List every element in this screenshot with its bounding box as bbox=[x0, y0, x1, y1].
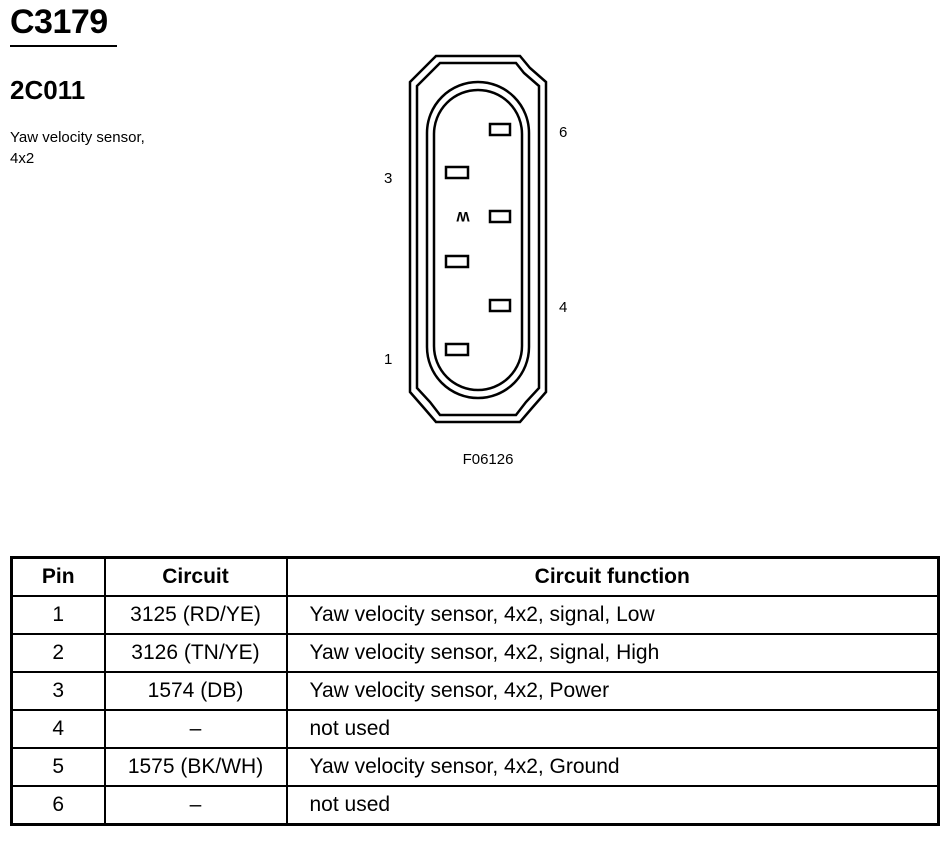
table-row bbox=[12, 634, 939, 672]
connector-key-mark: W bbox=[456, 209, 470, 225]
pin-cavity-2 bbox=[446, 256, 468, 267]
table-row bbox=[12, 748, 939, 786]
pin-cavity-5 bbox=[490, 211, 510, 222]
table-row bbox=[12, 786, 939, 825]
cell-function: Yaw velocity sensor, 4x2, signal, Low bbox=[287, 596, 939, 634]
table-row bbox=[12, 672, 939, 710]
figure-code: F06126 bbox=[462, 451, 514, 468]
connector-inner-housing bbox=[417, 63, 539, 415]
cell-pin: 3 bbox=[12, 672, 105, 710]
cell-circuit: – bbox=[105, 786, 287, 825]
cell-pin: 2 bbox=[12, 634, 105, 672]
part-number: 2C011 bbox=[10, 75, 86, 105]
pin-cavity-3 bbox=[446, 167, 468, 178]
description-line-2: 4x2 bbox=[10, 150, 35, 167]
header-pin: Pin bbox=[12, 558, 105, 597]
cell-pin: 5 bbox=[12, 748, 105, 786]
cell-function: Yaw velocity sensor, 4x2, Power bbox=[287, 672, 939, 710]
pin-label-3: 3 bbox=[384, 170, 393, 187]
table-row bbox=[12, 596, 939, 634]
cell-function: not used bbox=[287, 786, 939, 825]
pin-table bbox=[10, 556, 940, 826]
cell-function: Yaw velocity sensor, 4x2, Ground bbox=[287, 748, 939, 786]
cell-circuit: 3125 (RD/YE) bbox=[105, 596, 287, 634]
cell-pin: 1 bbox=[12, 596, 105, 634]
pin-cavity-1 bbox=[446, 344, 468, 355]
header-circuit-function: Circuit function bbox=[287, 558, 939, 597]
header-circuit: Circuit bbox=[105, 558, 287, 597]
cell-circuit: 3126 (TN/YE) bbox=[105, 634, 287, 672]
table-header-row bbox=[12, 558, 939, 597]
pin-label-6: 6 bbox=[559, 124, 568, 141]
pin-cavity-6 bbox=[490, 124, 510, 135]
cell-circuit: – bbox=[105, 710, 287, 748]
table-row bbox=[12, 710, 939, 748]
cell-function: Yaw velocity sensor, 4x2, signal, High bbox=[287, 634, 939, 672]
pin-cavity-4 bbox=[490, 300, 510, 311]
cell-circuit: 1575 (BK/WH) bbox=[105, 748, 287, 786]
cell-pin: 4 bbox=[12, 710, 105, 748]
connector-id: C3179 bbox=[10, 3, 108, 41]
connector-face-outer bbox=[427, 82, 529, 398]
cell-function: not used bbox=[287, 710, 939, 748]
description-line-1: Yaw velocity sensor, bbox=[10, 129, 145, 146]
pin-label-1: 1 bbox=[384, 351, 393, 368]
cell-pin: 6 bbox=[12, 786, 105, 825]
cell-circuit: 1574 (DB) bbox=[105, 672, 287, 710]
pin-label-4: 4 bbox=[559, 299, 568, 316]
